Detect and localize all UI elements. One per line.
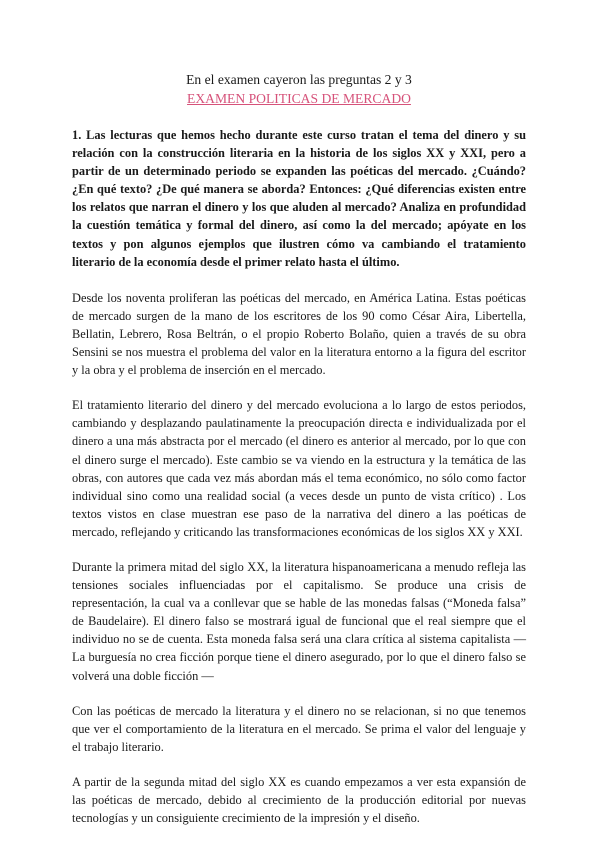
paragraph-1: Desde los noventa proliferan las poéticas del mercado, en América Latina. Estas poéticas de mercado surgen de la mano de los escritores de los 90 como César Aira, Libertella, Bellatin, Lebrero, Rosa Beltrán, o el propio Roberto Bolaño, quien a través de su obra Sensini se nos muestra el problema del valor en la literatura entorno a la figura del escritor y la obra y el problema de inserción en el mercado. (72, 290, 526, 378)
paragraph-4: Con las poéticas de mercado la literatura y el dinero no se relacionan, si no que tenemos que ver el comportamiento de la literatura en el mercado. Se prima el valor del lenguaje y el trabajo literario. (72, 703, 526, 754)
paragraph-5: A partir de la segunda mitad del siglo XX es cuando empezamos a ver esta expansión de las poéticas de mercado, debido al crecimiento de la producción editorial por nuevas tecnologías y un consiguiente crecimiento de la impresión y el diseño. (72, 774, 526, 826)
document-title: En el examen cayeron las preguntas 2 y 3 (186, 72, 412, 87)
document-subtitle-link[interactable]: EXAMEN POLITICAS DE MERCADO (187, 91, 411, 106)
paragraph-3: Durante la primera mitad del siglo XX, la literatura hispanoamericana a menudo refleja las tensiones sociales influenciadas por el capitalismo. Se produce una crisis de representación, la cual va a conllevar que se hable de las monedas falsas (“Moneda falsa” de Baudelaire). El dinero falso se mostrará igual de funcional que el real siempre que el individuo no se de cuenta. Esta moneda falsa será una clara crítica al sistema capitalista — La burguesía no crea ficción porque tiene el dinero asegurado, por lo que el dinero falso se volverá una doble ficción — (72, 559, 526, 683)
document-header (72, 70, 526, 108)
paragraph-2: El tratamiento literario del dinero y del mercado evoluciona a lo largo de estos periodos, cambiando y desplazando paulatinamente la preocupación directa e individualizada por el dinero a una más abstracta por el mercado (el dinero es anterior al mercado, por lo que con el dinero surge el mercado). Este cambio se va viendo en la estructura y la temática de las obras, con autores que cada vez más abordan más el tema económico, no sólo como factor individual sino como una realidad social (a veces desde un punto de vista crítico) . Los textos vistos en clase muestran ese paso de la narrativa del dinero a las poéticas de mercado, reflejando y criticando las transformaciones económicas de los siglos XX y XXI. (72, 398, 526, 539)
exam-question: 1. Las lecturas que hemos hecho durante este curso tratan el tema del dinero y su relación con la construcción literaria en la historia de los siglos XX y XXI, pero a partir de un determinado periodo se expanden las poéticas del mercado. ¿Cuándo? ¿En qué texto? ¿De qué manera se aborda? Entonces: ¿Qué diferencias existen entre los relatos que narran el dinero y los que aluden al mercado? Analiza en profundidad la cuestión temática y formal del dinero, así como la del mercado; apóyate en los textos y pon algunos ejemplos que ilustren cómo va cambiando el tratamiento literario de la economía desde el primer relato hasta el último. (72, 128, 526, 269)
